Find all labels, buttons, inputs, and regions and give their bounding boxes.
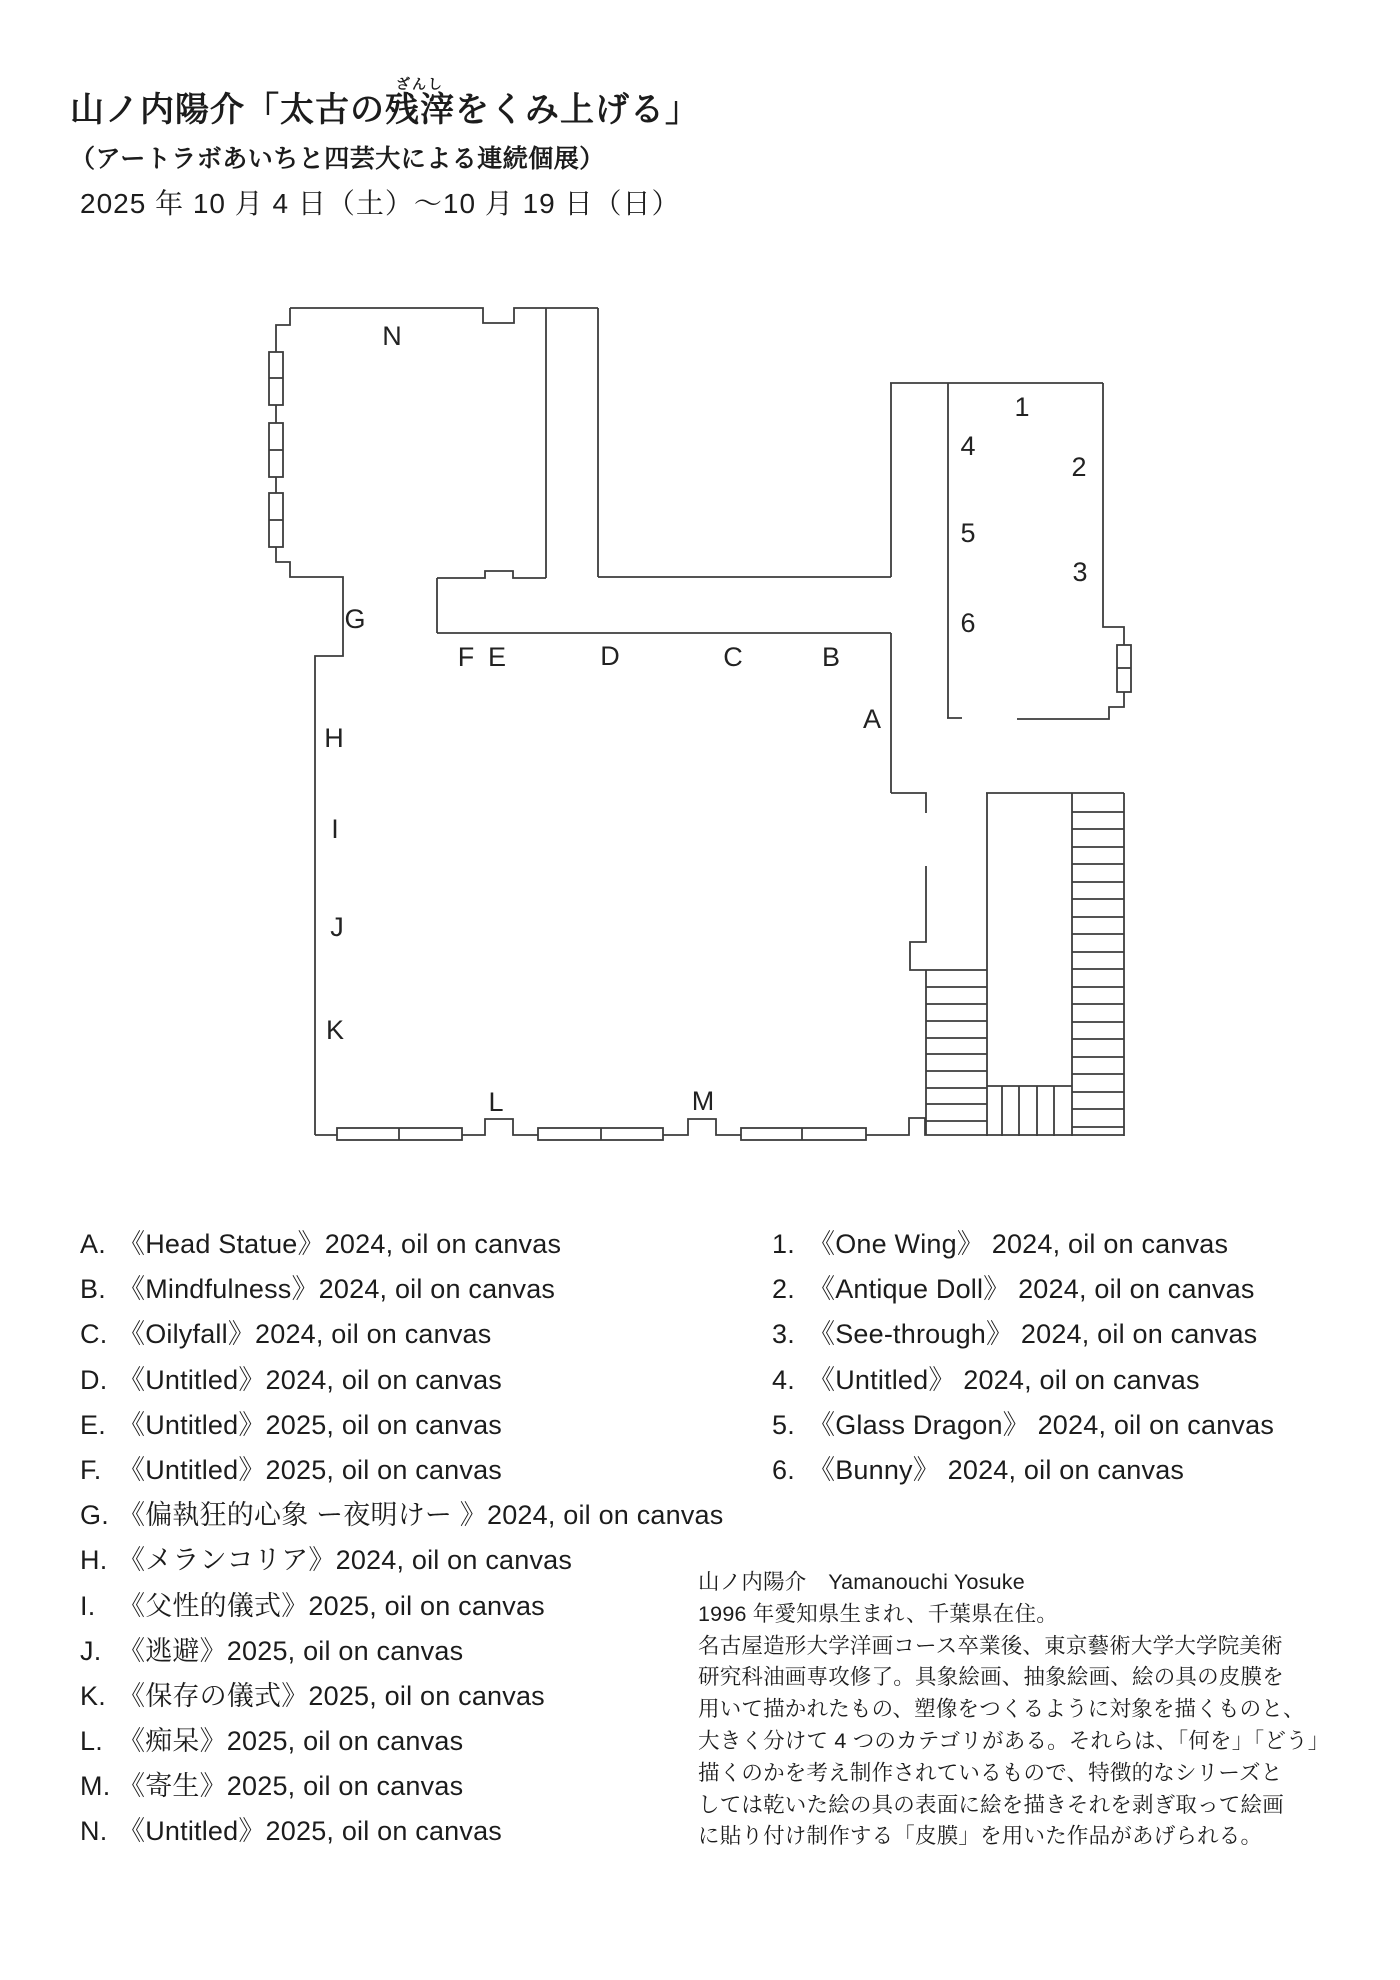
list-item-label: N. — [80, 1816, 108, 1847]
list-item-label: 3. — [772, 1319, 795, 1350]
room-label-d: D — [600, 641, 620, 671]
list-item-text: 《逃避》2025, oil on canvas — [118, 1635, 464, 1666]
bio-line: 大きく分けて 4 つのカテゴリがある。それらは、「何を」「どう」 — [698, 1728, 1330, 1753]
room-label-m: M — [691, 1086, 715, 1116]
stairs-small-treads — [926, 987, 987, 1121]
list-item — [772, 1312, 1274, 1357]
list-item-text: 《Untitled》2025, oil on canvas — [118, 1409, 503, 1440]
list-item — [772, 1267, 1274, 1312]
list-item-text: 《父性的儀式》2025, oil on canvas — [118, 1590, 545, 1621]
title-part2: をくみ上げる」 — [455, 91, 700, 129]
list-item-label: I. — [80, 1590, 96, 1621]
list-item-label: 2. — [772, 1274, 795, 1305]
room-label-l: L — [488, 1087, 504, 1117]
list-item-text: 《Untitled》 2024, oil on canvas — [808, 1364, 1200, 1395]
list-item-label: B. — [80, 1274, 106, 1305]
exhibition-subtitle: （アートラボあいちと四芸大による連続個展） — [70, 145, 605, 173]
room-label-3: 3 — [1072, 557, 1088, 587]
list-item-label: L. — [80, 1726, 103, 1757]
artwork-list-letters — [80, 1222, 723, 1855]
bio-line: 描くのかを考え制作されているもので、特徴的なシリーズと — [698, 1760, 1283, 1785]
room-label-b: B — [821, 642, 841, 672]
list-item — [772, 1358, 1274, 1403]
room-label-c: C — [723, 642, 743, 672]
room-label-e: E — [487, 642, 507, 672]
bio-line: に貼り付け制作する「皮膜」を用いた作品があげられる。 — [698, 1824, 1263, 1849]
title-part1: 山ノ内陽介「太古の — [70, 91, 385, 129]
list-item — [80, 1403, 723, 1448]
list-item — [772, 1222, 1274, 1267]
list-item-label: G. — [80, 1500, 109, 1531]
list-item-label: D. — [80, 1364, 108, 1395]
list-item-label: J. — [80, 1635, 102, 1666]
list-item — [80, 1267, 723, 1312]
list-item-label: C. — [80, 1319, 108, 1350]
artwork-list-numbers — [772, 1222, 1274, 1493]
list-item-label: A. — [80, 1229, 106, 1259]
list-item-text: 《寄生》2025, oil on canvas — [118, 1771, 464, 1802]
room-label-5: 5 — [960, 518, 976, 548]
list-item — [80, 1764, 723, 1809]
bio-line: しては乾いた絵の具の表面に絵を描きそれを剥ぎ取って絵画 — [698, 1792, 1284, 1817]
list-item-text: 《Oilyfall》2024, oil on canvas — [118, 1319, 492, 1350]
list-item-label: 4. — [772, 1364, 795, 1395]
artist-bio — [698, 1567, 1330, 1853]
room-label-i: I — [331, 814, 339, 844]
room-label-2: 2 — [1071, 452, 1087, 482]
bio-line: 1996 年愛知県生まれ、千葉県在住。 — [698, 1601, 1058, 1626]
bio-line: 用いて描かれたもの、塑像をつくるように対象を描くものと、 — [698, 1697, 1305, 1722]
list-item-text: 《Untitled》2024, oil on canvas — [118, 1364, 503, 1395]
wall-stair-doorway — [891, 793, 987, 970]
wall-right-room-bottom — [1017, 692, 1124, 719]
list-item-label: 6. — [772, 1454, 795, 1485]
list-item-text: 《メランコリア》2024, oil on canvas — [118, 1545, 573, 1576]
list-item-text: 《Untitled》2025, oil on canvas — [118, 1454, 503, 1485]
room-label-1: 1 — [1014, 392, 1030, 422]
room-label-h: H — [324, 723, 344, 753]
list-item — [80, 1584, 723, 1629]
list-item — [80, 1448, 723, 1493]
list-item — [772, 1448, 1274, 1493]
list-item — [80, 1358, 723, 1403]
exhibition-dates: 2025 年 10 月 4 日（土）～10 月 19 日（日） — [80, 188, 681, 219]
wall-n-left-and-main-left — [276, 308, 343, 1135]
list-item-label: M. — [80, 1771, 111, 1802]
panel-bottom-3 — [741, 1128, 866, 1140]
list-item — [80, 1629, 723, 1674]
list-item — [772, 1403, 1274, 1448]
title-ruby-base: 残滓 — [385, 91, 455, 129]
list-item-text: 《Mindfulness》2024, oil on canvas — [118, 1274, 556, 1305]
list-item — [80, 1719, 723, 1764]
room-label-k: K — [325, 1015, 345, 1045]
list-item-label: 5. — [772, 1409, 795, 1440]
room-label-6: 6 — [960, 608, 976, 638]
wall-double-vertical — [546, 308, 598, 578]
list-item-text: 《Untitled》2025, oil on canvas — [118, 1816, 503, 1847]
bio-line: 名古屋造形大学洋画コース卒業後、東京藝術大学大学院美術 — [698, 1633, 1283, 1658]
list-item-text: 《One Wing》 2024, oil on canvas — [808, 1229, 1229, 1259]
room-label-a: A — [862, 704, 882, 734]
room-label-f: F — [457, 642, 475, 672]
wall-n-top — [290, 308, 598, 323]
room-label-4: 4 — [960, 431, 976, 461]
list-item-label: F. — [80, 1454, 102, 1485]
room-label-n: N — [382, 321, 402, 351]
room-label-g: G — [344, 604, 366, 634]
list-item-text: 《偏執狂的心象 ー夜明けー 》2024, oil on canvas — [118, 1500, 724, 1531]
wall-right-room-rightwall — [1103, 383, 1124, 645]
floor-plan-labels — [324, 321, 1087, 1117]
list-item-label: H. — [80, 1545, 108, 1576]
floor-plan-walls — [269, 308, 1131, 1140]
list-item-text: 《痴呆》2025, oil on canvas — [118, 1726, 464, 1757]
list-item-label: E. — [80, 1409, 106, 1440]
list-item-label: K. — [80, 1680, 106, 1711]
list-item-text: 《Glass Dragon》 2024, oil on canvas — [808, 1409, 1275, 1440]
list-item-text: 《Head Statue》2024, oil on canvas — [118, 1229, 562, 1259]
list-item-text: 《保存の儀式》2025, oil on canvas — [118, 1680, 545, 1711]
stairs-long-treads — [1072, 812, 1124, 1127]
list-item — [80, 1809, 723, 1854]
room-label-j: J — [330, 912, 344, 942]
list-item — [80, 1674, 723, 1719]
bio-line: 研究科油画専攻修了。具象絵画、抽象絵画、絵の具の皮膜を — [698, 1665, 1284, 1690]
list-item-text: 《See-through》 2024, oil on canvas — [808, 1319, 1258, 1350]
list-item — [80, 1312, 723, 1357]
wall-corridor-top — [437, 571, 891, 578]
list-item — [80, 1493, 723, 1538]
list-item — [80, 1222, 723, 1267]
list-item-label: 1. — [772, 1229, 795, 1259]
list-item-text: 《Bunny》 2024, oil on canvas — [808, 1454, 1185, 1485]
list-item-text: 《Antique Doll》 2024, oil on canvas — [808, 1274, 1255, 1305]
stairs-bottom-run-treads — [1002, 1086, 1054, 1136]
bio-line: 山ノ内陽介 Yamanouchi Yosuke — [698, 1570, 1025, 1594]
title-ruby-furigana: ざんし — [385, 76, 455, 92]
list-item — [80, 1538, 723, 1583]
